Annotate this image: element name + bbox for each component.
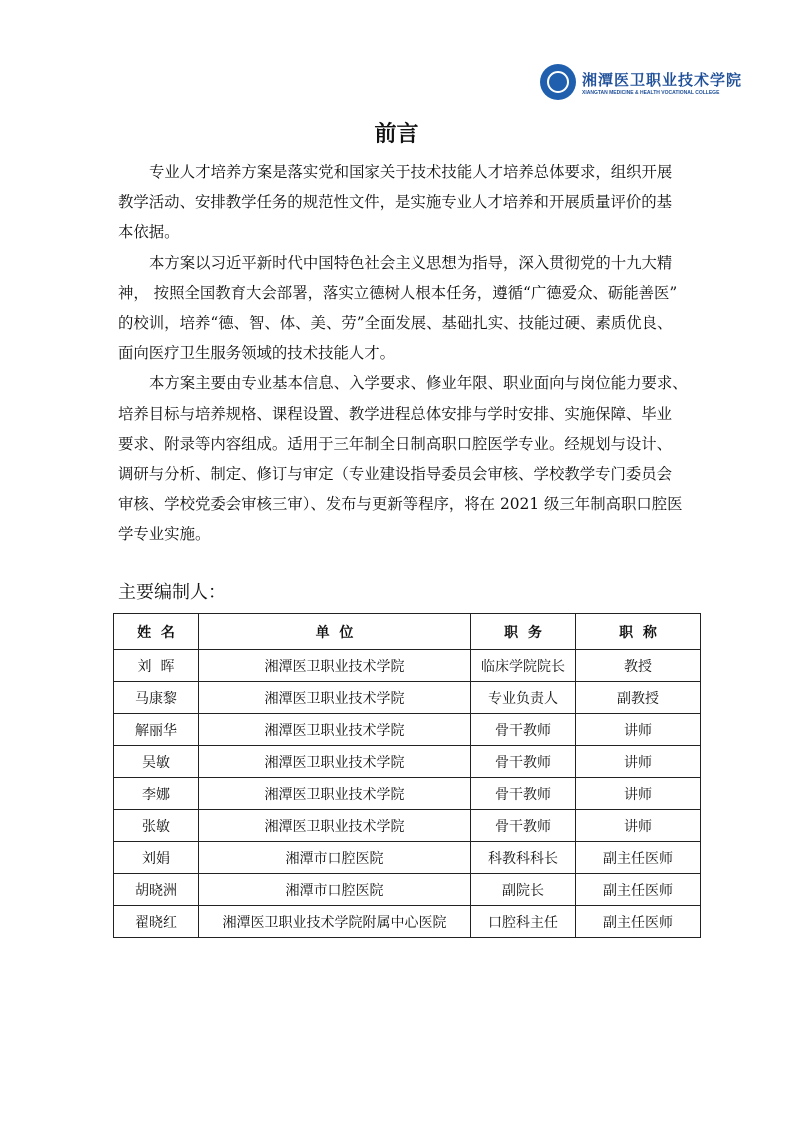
table-cell: 副主任医师: [576, 874, 701, 906]
table-cell: 湘潭医卫职业技术学院附属中心医院: [199, 906, 471, 938]
paragraph-line: 审核、学校党委会审核三审）、发布与更新等程序，将在 2021 级三年制高职口腔医: [118, 495, 683, 514]
table-cell: 湘潭市口腔医院: [199, 842, 471, 874]
table-cell: 骨干教师: [471, 778, 576, 810]
table-cell: 副主任医师: [576, 906, 701, 938]
logo-en-name: XIANGTAN MEDICINE & HEALTH VOCATIONAL COLLEGE: [582, 89, 720, 96]
paragraph-line: 学专业实施。: [118, 525, 211, 544]
column-header: 单 位: [199, 614, 471, 650]
table-row: [114, 682, 701, 714]
college-seal-icon: [540, 64, 576, 100]
table-row: [114, 778, 701, 810]
paragraph-line: 调研与分析、制定、修订与审定（专业建设指导委员会审核、学校教学专门委员会: [118, 465, 673, 484]
table-cell: 临床学院院长: [471, 650, 576, 682]
table-cell: 胡晓洲: [114, 874, 199, 906]
table-row: [114, 650, 701, 682]
table-cell: 解丽华: [114, 714, 199, 746]
table-cell: 副主任医师: [576, 842, 701, 874]
table-cell: 口腔科主任: [471, 906, 576, 938]
table-cell: 骨干教师: [471, 746, 576, 778]
column-header: 职 务: [471, 614, 576, 650]
paragraph-line: 教学活动、安排教学任务的规范性文件，是实施专业人才培养和开展质量评价的基: [118, 193, 673, 212]
table-cell: 专业负责人: [471, 682, 576, 714]
paragraph-line: 神， 按照全国教育大会部署，落实立德树人根本任务，遵循“广德爱众、砺能善医”: [118, 283, 678, 302]
table-cell: 湘潭医卫职业技术学院: [199, 650, 471, 682]
table-cell: 刘娟: [114, 842, 199, 874]
paragraph-line: 本方案以习近平新时代中国特色社会主义思想为指导，深入贯彻党的十九大精: [149, 253, 673, 272]
table-cell: 湘潭医卫职业技术学院: [199, 778, 471, 810]
paragraph-line: 本依据。: [118, 223, 180, 242]
table-cell: 讲师: [576, 746, 701, 778]
table-cell: 李娜: [114, 778, 199, 810]
table-cell: 张敏: [114, 810, 199, 842]
table-cell: 刘 晖: [114, 650, 199, 682]
paragraph-line: 本方案主要由专业基本信息、入学要求、修业年限、职业面向与岗位能力要求、: [149, 374, 688, 393]
table-cell: 副院长: [471, 874, 576, 906]
table-cell: 讲师: [576, 714, 701, 746]
table-cell: 湘潭医卫职业技术学院: [199, 682, 471, 714]
preface-body: [118, 157, 688, 550]
paragraph-line: 要求、附录等内容组成。适用于三年制全日制高职口腔医学专业。经规划与设计、: [118, 434, 673, 453]
table-cell: 湘潭医卫职业技术学院: [199, 714, 471, 746]
table-cell: 科教科科长: [471, 842, 576, 874]
paragraph-line: 的校训，培养“德、智、体、美、劳”全面发展、基础扎实、技能过硬、素质优良、: [118, 314, 673, 333]
column-header: 姓 名: [114, 614, 199, 650]
college-logo: [540, 64, 742, 100]
table-cell: 骨干教师: [471, 810, 576, 842]
table-cell: 湘潭医卫职业技术学院: [199, 746, 471, 778]
table-cell: 副教授: [576, 682, 701, 714]
paragraph-line: 培养目标与培养规格、课程设置、教学进程总体安排与学时安排、实施保障、毕业: [118, 404, 673, 423]
page-title: 前言: [374, 122, 419, 147]
table-row: [114, 746, 701, 778]
logo-cn-name: 湘潭医卫职业技术学院: [582, 70, 743, 89]
table-row: [114, 810, 701, 842]
editors-table: [113, 613, 701, 938]
paragraph-line: 专业人才培养方案是落实党和国家关于技术技能人才培养总体要求，组织开展: [149, 163, 673, 181]
table-cell: 马康黎: [114, 682, 199, 714]
table-row: [114, 842, 701, 874]
table-row: [114, 714, 701, 746]
table-row: [114, 874, 701, 906]
table-cell: 讲师: [576, 810, 701, 842]
table-row: [114, 906, 701, 938]
table-cell: 湘潭医卫职业技术学院: [199, 810, 471, 842]
paragraph-line: 面向医疗卫生服务领域的技术技能人才。: [118, 344, 396, 363]
editors-heading: 主要编制人：: [118, 582, 226, 603]
table-cell: 讲师: [576, 778, 701, 810]
table-cell: 翟晓红: [114, 906, 199, 938]
table-cell: 骨干教师: [471, 714, 576, 746]
table-cell: 湘潭市口腔医院: [199, 874, 471, 906]
table-cell: 吴敏: [114, 746, 199, 778]
table-cell: 教授: [576, 650, 701, 682]
column-header: 职 称: [576, 614, 701, 650]
